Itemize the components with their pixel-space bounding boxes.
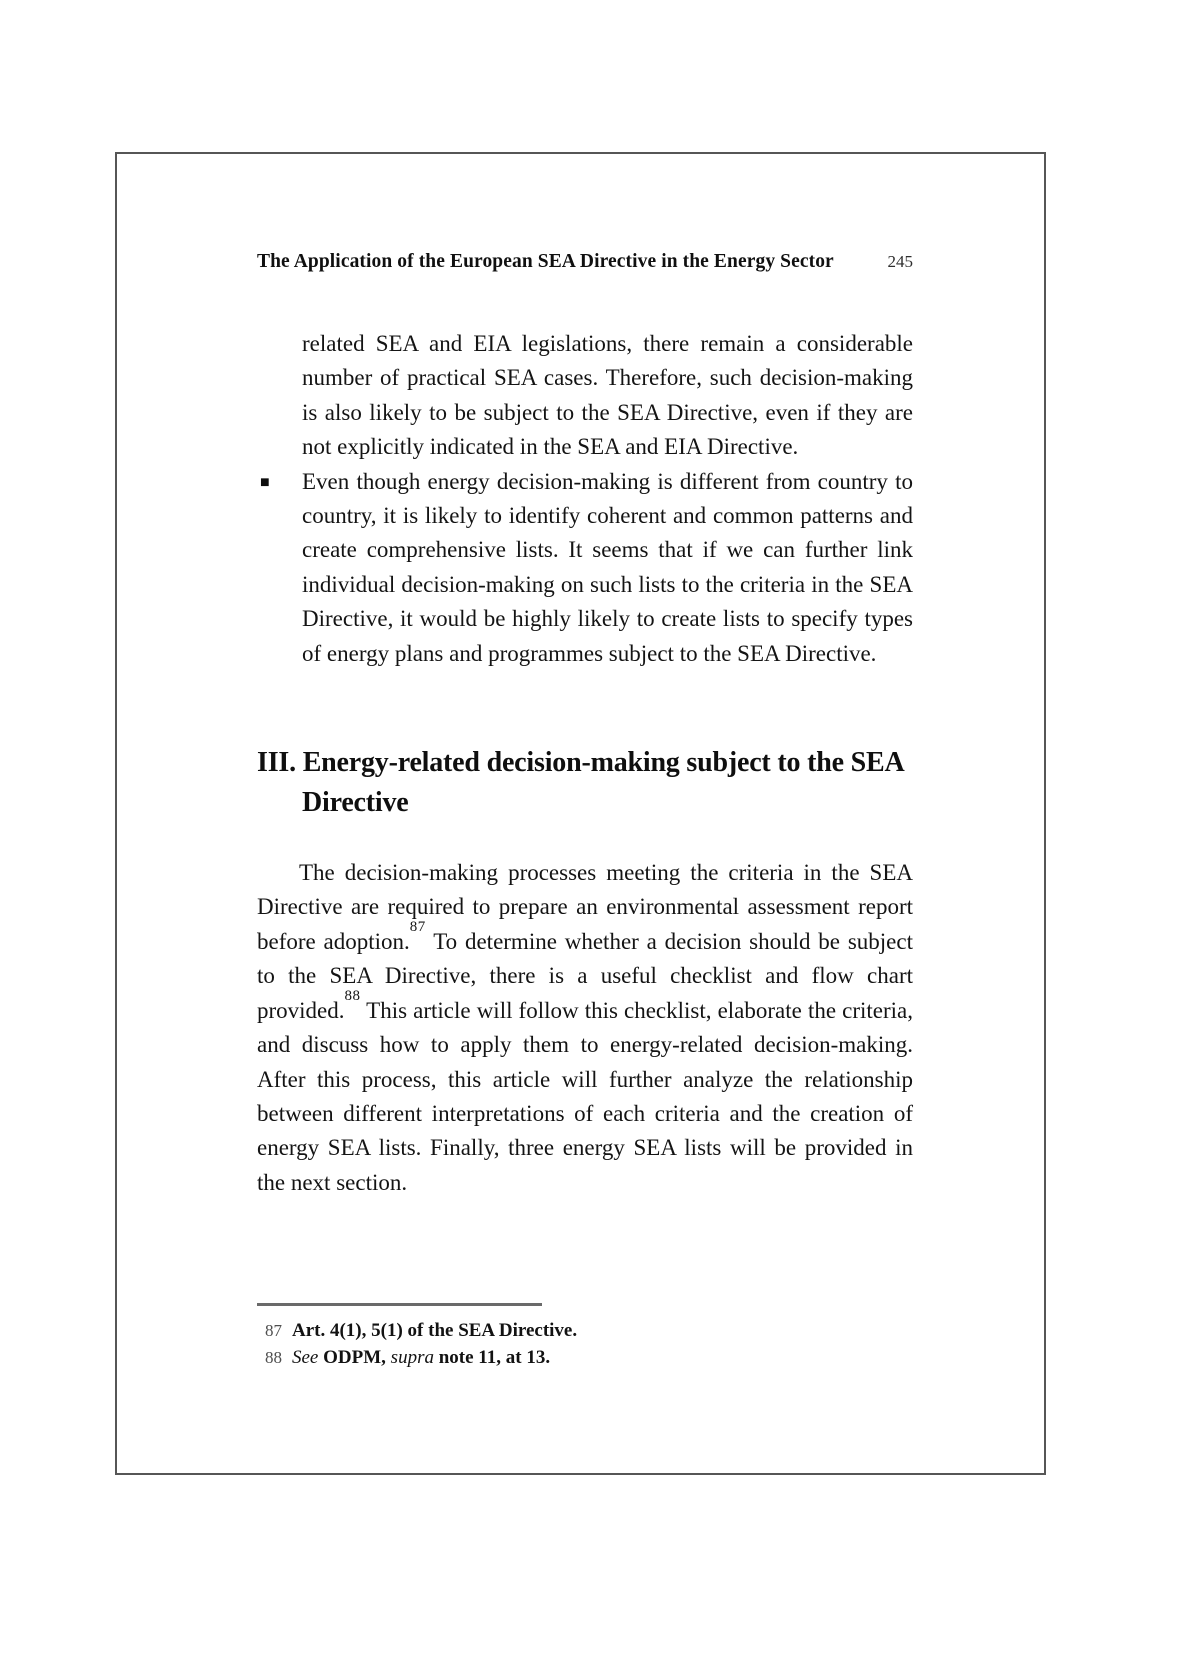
section-number: III. <box>257 747 296 779</box>
running-header-title: The Application of the European SEA Directive in the Energy Sector <box>257 251 834 272</box>
footnote-number: 88 <box>265 1348 282 1368</box>
page-number: 245 <box>887 252 913 271</box>
bullet-item-text: Even though energy decision-making is different from country to country, it is likely to identify coherent and common patterns and create comprehensive lists. It seems that if we can further link individual decision-making on such lists to the criteria in the SEA Directive, it would be highly likely to create lists to specify types of energy plans and programmes subject to the SEA Directive. <box>302 468 913 666</box>
footnote-88 <box>257 1344 913 1371</box>
footnote-reference-88: 88 <box>344 988 361 1005</box>
footnote-separator-rule <box>257 1303 542 1306</box>
footnote-87 <box>257 1317 913 1344</box>
footnote-reference-87: 87 <box>409 919 426 936</box>
section-heading <box>257 743 913 823</box>
footnote-number: 87 <box>265 1321 282 1341</box>
bullet-list <box>257 327 913 671</box>
footnote-text: Art. 4(1), 5(1) of the SEA Directive. <box>292 1320 578 1342</box>
section-title: Energy-related decision-making subject to the SEA Directive <box>302 747 903 819</box>
running-header <box>257 251 913 273</box>
page-border <box>115 152 1046 1475</box>
paragraph-text: The decision-making processes meeting the criteria in the SEA Directive are required to prepare an environmental assessment report before adoption. <box>257 860 913 954</box>
paragraph-text: To determine whether a decision should be subject to the SEA Directive, there is a useful checklist and flow chart provided. <box>257 928 913 1023</box>
footnote-text: See ODPM, supra note 11, at 13. <box>292 1347 551 1369</box>
footnotes <box>257 1317 913 1371</box>
paragraph-text: This article will follow this checklist, elaborate the criteria, and discuss how to apply them to energy-related decision-making. After this process, this article will further analyze the relationship between different interpretations of each criteria and the creation of energy SEA lists. Finally, three energy SEA lists will be provided in the next section. <box>257 997 913 1195</box>
bullet-item-continuation: related SEA and EIA legislations, there remain a considerable number of practical SEA cases. Therefore, such decision-making is also likely to be subject to the SEA Directive, even if they are not explicitly indicated in the SEA and EIA Directive. <box>302 331 913 460</box>
bullet-item <box>260 465 913 671</box>
bullet-square-icon: ■ <box>260 473 270 491</box>
body-paragraph <box>257 856 913 1200</box>
